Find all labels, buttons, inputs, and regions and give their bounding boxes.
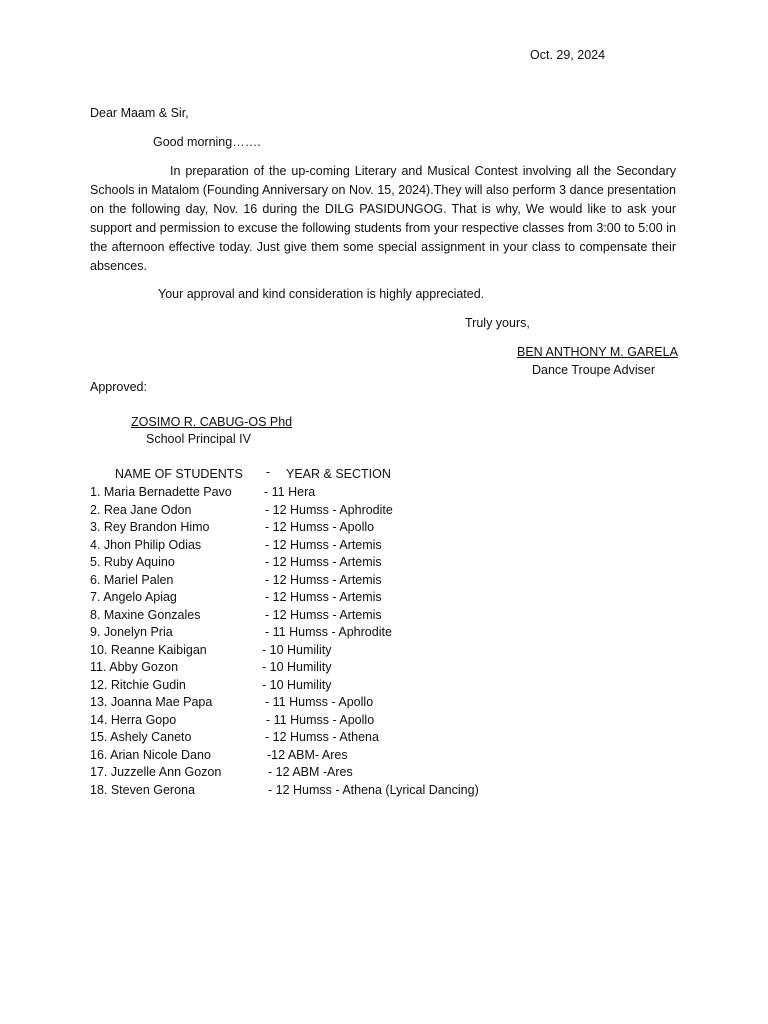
student-name: 13. Joanna Mae Papa	[90, 695, 213, 709]
student-name: 3. Rey Brandon Himo	[90, 520, 210, 534]
complimentary-close: Truly yours,	[465, 316, 530, 330]
student-name: 6. Mariel Palen	[90, 572, 174, 587]
student-year-section: - 12 Humss - Artemis	[265, 590, 382, 604]
student-year-section: - 12 Humss - Aphrodite	[265, 502, 393, 517]
student-name: 18. Steven Gerona	[90, 782, 195, 797]
student-name: 2. Rea Jane Odon	[90, 502, 192, 517]
student-year-section: - 12 Humss - Athena	[265, 730, 379, 744]
student-year-section: - 11 Humss - Apollo	[265, 695, 374, 709]
student-year-section: - 12 Humss - Athena (Lyrical Dancing)	[268, 782, 479, 797]
student-name: 11. Abby Gozon	[90, 660, 179, 674]
greeting: Good morning…….	[153, 135, 261, 149]
signer-title: Dance Troupe Adviser	[532, 363, 655, 377]
student-name: 14. Herra Gopo	[90, 712, 177, 727]
student-name: 8. Maxine Gonzales	[90, 607, 201, 622]
student-year-section: - 11 Humss - Apollo	[266, 712, 375, 727]
body-paragraph: In preparation of the up-coming Literary and Musical Contest involving all the Secondary Schools in Matalom (Founding Anniversary on Nov. 15, 2024).They will also perform 3 dance presentation on the following day, Nov. 16 during the DILG PASIDUNGOG. That is why, We would like to ask your support and permission to excuse the following students from your respective classes from 3:00 to 5:00 in the afternoon effective today. Just give them some special assignment in your class to compensate their absences.	[90, 164, 676, 273]
student-name: 4. Jhon Philip Odias	[90, 537, 202, 552]
student-year-section: - 12 ABM -Ares	[268, 765, 353, 779]
principal-title: School Principal IV	[146, 432, 251, 446]
student-year-section: - 12 Humss - Artemis	[265, 572, 382, 587]
closing-paragraph: Your approval and kind consideration is highly appreciated.	[158, 287, 485, 301]
principal-name: ZOSIMO R. CABUG-OS Phd	[131, 415, 293, 429]
student-name: 1. Maria Bernadette Pavo	[90, 485, 232, 499]
letter-date: Oct. 29, 2024	[530, 48, 606, 62]
student-name: 5. Ruby Aquino	[90, 555, 175, 569]
student-year-section: -12 ABM- Ares	[267, 747, 348, 762]
student-year-section: - 10 Humility	[262, 677, 332, 692]
signer-name: BEN ANTHONY M. GARELA	[517, 345, 678, 359]
column-header-year-section: YEAR & SECTION	[286, 467, 391, 481]
student-name: 9. Jonelyn Pria	[90, 625, 173, 639]
student-year-section: - 10 Humility	[262, 660, 332, 674]
salutation: Dear Maam & Sir,	[90, 106, 189, 120]
student-name: 7. Angelo Apiag	[90, 590, 177, 604]
student-year-section: - 12 Humss - Apollo	[265, 520, 375, 534]
column-header-name: NAME OF STUDENTS	[115, 467, 243, 481]
student-year-section: - 11 Humss - Aphrodite	[265, 625, 392, 639]
student-year-section: - 12 Humss - Artemis	[265, 555, 382, 569]
student-name: 16. Arian Nicole Dano	[90, 747, 211, 762]
student-name: 17. Juzzelle Ann Gozon	[90, 765, 222, 779]
student-year-section: - 10 Humility	[262, 642, 332, 657]
student-name: 12. Ritchie Gudin	[90, 677, 186, 692]
student-year-section: - 12 Humss - Artemis	[265, 607, 382, 622]
student-year-section: - 12 Humss - Artemis	[265, 537, 382, 552]
student-name: 10. Reanne Kaibigan	[90, 642, 207, 657]
approved-label: Approved:	[90, 380, 147, 394]
student-year-section: - 11 Hera	[264, 485, 316, 499]
student-name: 15. Ashely Caneto	[90, 730, 192, 744]
column-header-dash: -	[266, 465, 271, 479]
